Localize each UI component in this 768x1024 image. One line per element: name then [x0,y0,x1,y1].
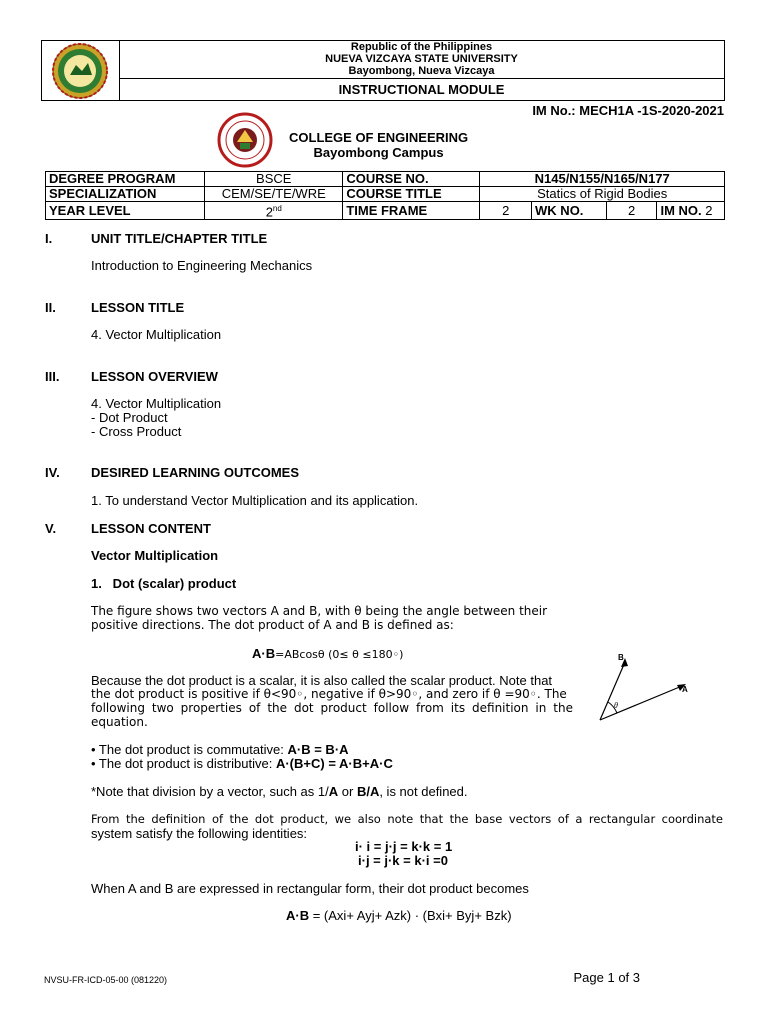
course-info-table [45,171,725,220]
section-5-title: LESSON CONTENT [91,521,211,536]
para-1-line-2: positive directions. The dot product of A and B is defined as: [91,618,454,632]
degree-program-value: BSCE [205,172,343,187]
bullet-1-text: • The dot product is commutative: [91,742,288,757]
campus-name: Bayombong Campus [313,145,444,160]
identity-1: i· i = j·j = k·k = 1 [355,839,453,854]
table-row [46,202,725,220]
dot-product-equation [252,646,403,662]
im-no-label: IM NO. [660,202,702,218]
time-frame-label: TIME FRAME [343,202,480,220]
note-end: , is not defined. [379,784,468,799]
table-row [46,172,725,187]
section-1-number: I. [45,231,53,246]
university-location: Bayombong, Nueva Vizcaya [348,65,495,77]
degree-program-label: DEGREE PROGRAM [46,172,205,187]
para-2-line-4: equation. [91,715,148,729]
theta-label: θ [614,701,618,710]
page-number: Page 1 of 3 [573,970,640,985]
bullet-2-text: • The dot product is distributive: [91,756,276,771]
overview-line-3: - Cross Product [91,424,182,439]
identity-2: i·j = j·k = k·i =0 [358,853,448,868]
specialization-value: CEM/SE/TE/WRE [205,187,343,202]
note-or: or [338,784,357,799]
year-suffix: nd [272,204,282,213]
para-4: When A and B are expressed in rectangular form, their dot product becomes [91,881,529,896]
header-title-block [119,41,724,78]
note-b-over-a: B/A [356,784,380,799]
course-no-label: COURSE NO. [343,172,480,187]
course-title-value: Statics of Rigid Bodies [480,187,725,202]
im-no-cell [657,202,725,220]
form-code: NVSU-FR-ICD-05-00 (081220) [44,975,168,985]
vector-multiplication-heading: Vector Multiplication [91,548,219,563]
course-title-label: COURSE TITLE [343,187,480,202]
college-of-engineering-seal-icon [207,112,283,168]
section-2-number: II. [45,300,56,315]
vector-angle-figure [590,650,700,725]
section-5-number: V. [45,521,57,536]
equation-2-rhs: = (Axi+ Ayj+ Azk) · (Bxi+ Byj+ Bzk) [309,908,512,923]
section-2-text: 4. Vector Multiplication [91,327,222,342]
document-header [41,40,725,101]
para-2-line-2: the dot product is positive if θ<90◦, negative if θ>90◦, and zero if θ =90◦. The [91,687,567,701]
college-name: COLLEGE OF ENGINEERING [289,130,469,145]
year-number: 2 [265,204,273,220]
vector-a-label: A [682,685,688,694]
bullet-commutative [91,742,349,757]
vector-b-label: B [618,653,624,662]
section-1-text: Introduction to Engineering Mechanics [91,258,313,273]
equation-2-lhs: A·B [286,908,310,923]
college-block [289,130,468,160]
section-4-number: IV. [45,465,60,480]
module-title: INSTRUCTIONAL MODULE [119,78,724,101]
para-2-line-1: Because the dot product is a scalar, it is also called the scalar product. Note that [91,673,553,688]
section-4-text: 1. To understand Vector Multiplication and its application. [91,493,419,508]
note-vector-a: A [328,784,339,799]
section-4-title: DESIRED LEARNING OUTCOMES [91,465,300,480]
year-level-value [205,202,343,220]
year-level-label: YEAR LEVEL [46,202,205,220]
dot-product-heading: 1. Dot (scalar) product [91,576,237,591]
wk-no-label: WK NO. [532,202,607,220]
overview-line-2: - Dot Product [91,410,168,425]
section-1-title: UNIT TITLE/CHAPTER TITLE [91,231,268,246]
para-3-line-2: system satisfy the following identities: [91,826,308,841]
specialization-label: SPECIALIZATION [46,187,205,202]
wk-no-value: 2 [606,202,657,220]
section-2-title: LESSON TITLE [91,300,185,315]
para-1-line-1: The figure shows two vectors A and B, with θ being the angle between their [91,604,548,618]
section-3-title: LESSON OVERVIEW [91,369,218,384]
equation-lhs: A·B [252,646,276,661]
republic-line: Republic of the Philippines [350,41,493,53]
bullet-distributive [91,756,393,771]
rectangular-dot-equation [286,908,512,923]
para-2-line-3: following two properties of the dot product follow from its definition in the [91,701,573,715]
para-3-line-1: From the definition of the dot product, we also note that the base vectors of a rectangular coordinate [91,812,723,826]
university-name: NUEVA VIZCAYA STATE UNIVERSITY [325,53,518,65]
note-part-1: *Note that division by a vector, such as 1/ [91,784,329,799]
bullet-2-equation: A·(B+C) = A·B+A·C [275,756,393,771]
im-number: IM No.: MECH1A -1S-2020-2021 [532,103,724,118]
university-logo-cell [42,41,120,100]
time-frame-value: 2 [480,202,532,220]
im-no-value: 2 [705,202,713,218]
division-note [91,784,468,799]
course-no-value: N145/N155/N165/N177 [480,172,725,187]
overview-line-1: 4. Vector Multiplication [91,396,222,411]
nvsu-seal-icon [42,41,119,100]
bullet-1-equation: A·B = B·A [287,742,349,757]
section-3-number: III. [45,369,60,384]
equation-rhs: =ABcosθ (0≤ θ ≤180◦) [275,648,404,661]
table-row [46,187,725,202]
